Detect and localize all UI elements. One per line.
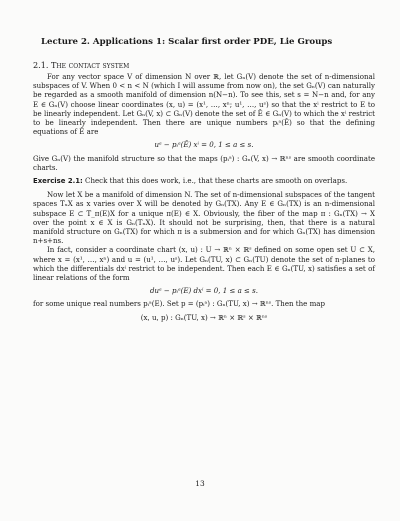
equation-map: (x, u, p) : Gₙ(TU, x) → ℝⁿ × ℝˢ × ℝⁿˢ — [140, 312, 268, 322]
paragraph-intro: For any vector space V of dimension N over ℝ, let Gₙ(V) denote the set of n-dimensional subspaces of V. When 0 < n < N (which I will assume from now on), the set Gₙ(V) can naturally be regarded as a smooth manifold of dimension n(N−n). To see this, set s = N−n and, for any E ∈ Gₙ(V) choose linear coordinates (x, u) = (x¹, …, xⁿ; u¹, …, uˢ) so that the xⁱ restrict to E to be linearly independent. Let Gₙ(V, x) ⊂ Gₙ(V) denote the set of Ê ∈ Gₙ(V) to which the xⁱ restrict to be linearly independent. Then there are unique numbers pᵢᵃ(Ê) so that the defining equations of Ê are — [33, 72, 375, 137]
equation-defining: uᵃ − pᵢᵃ(Ê) xⁱ = 0, 1 ≤ a ≤ s. — [154, 140, 254, 150]
page-body — [33, 37, 375, 326]
lecture-title: Lecture 2. Applications 1: Scalar first order PDE, Lie Groups — [41, 37, 333, 47]
exercise-label: Exercise 2.1: — [33, 177, 83, 186]
equation-linear-relations: duᵃ − pᵢᵃ(E) dxⁱ = 0, 1 ≤ a ≤ s. — [149, 286, 259, 296]
exercise-text: Check that this does work, i.e., that these charts are smooth on overlaps. — [82, 176, 348, 186]
paragraph-coordinate-chart: In fact, consider a coordinate chart (x, u) : U → ℝⁿ × ℝˢ defined on some open set U ⊂ X, where x = (x¹, …, xⁿ) and u = (u¹, …, uˢ). Let Gₙ(TU, x) ⊂ Gₙ(TU) denote the set of n-planes to which the differentials dxⁱ restrict to be independent. Then each E ∈ Gₙ(TU, x) satisfies a set of linear relations of the form — [33, 245, 375, 283]
paragraph-set-p: for some unique real numbers pᵢᵃ(E). Set p = (pᵢᵃ) : Gₙ(TU, x) → ℝⁿˢ. Then the map — [33, 299, 325, 309]
section-heading: 2.1. The contact system — [33, 60, 130, 70]
paragraph-manifold-structure: Give Gₙ(V) the manifold structure so that the maps (pᵢᵃ) : Gₙ(V, x) → ℝⁿˢ are smooth coordinate charts. — [33, 153, 375, 172]
paragraph-manifold-X: Now let X be a manifold of dimension N. The set of n-dimensional subspaces of the tangent spaces TₓX as x varies over X will be denoted by Gₙ(TX). Any E ∈ Gₙ(TX) is an n-dimensional subspace E ⊂ T_π(E)X for a unique π(E) ∈ X. Obviously, the fiber of the map π : Gₙ(TX) → X over the point x ∈ X is Gₙ(TₓX). It should not be surprising, then, that there is a natural manifold structure on Gₙ(TX) for which π is a submersion and for which Gₙ(TX) has dimension n+s+ns. — [33, 190, 375, 246]
exercise-block — [33, 176, 375, 186]
page-number: 13 — [195, 479, 205, 488]
